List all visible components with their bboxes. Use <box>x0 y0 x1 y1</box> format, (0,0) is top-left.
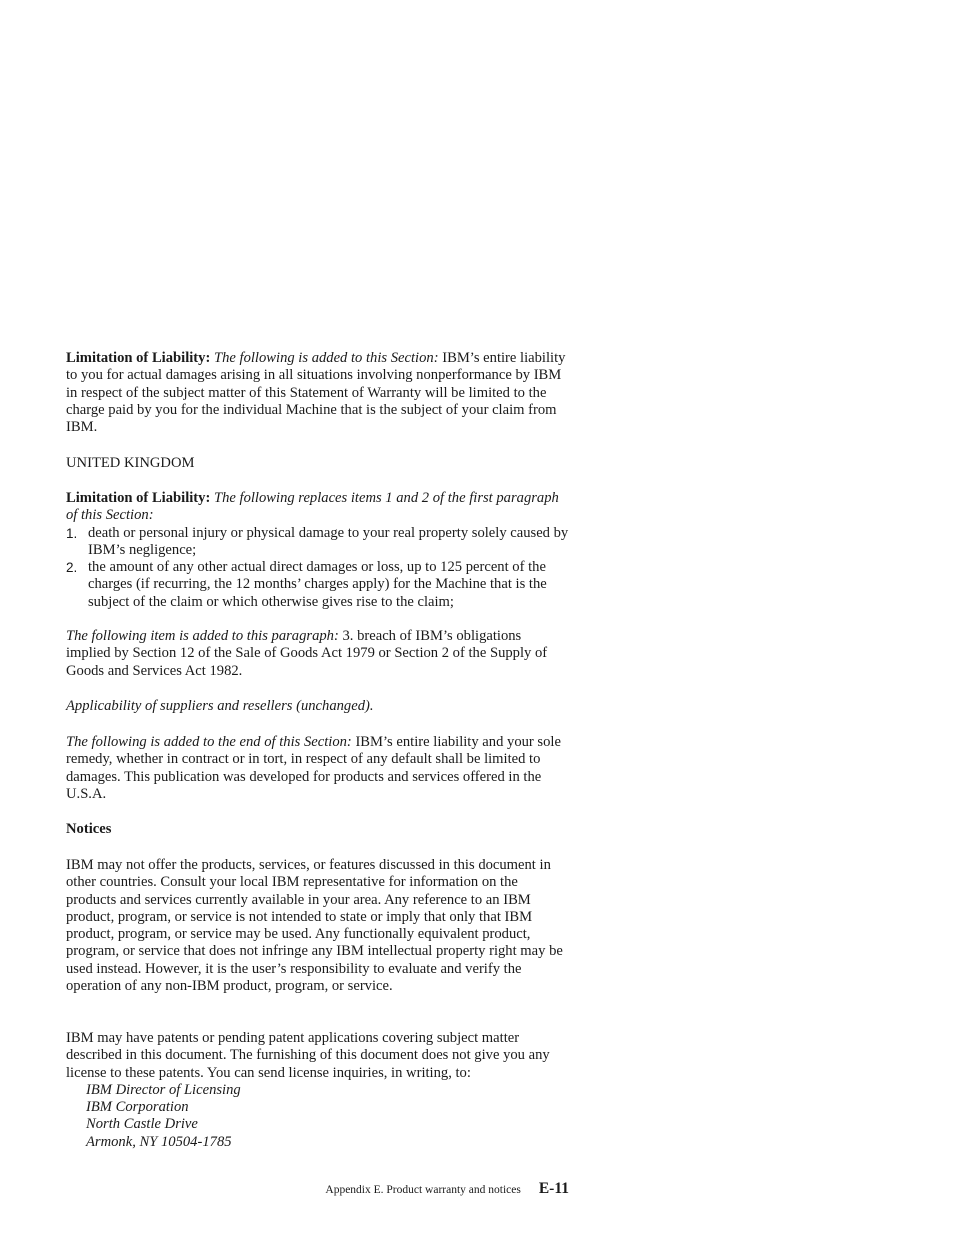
list-item <box>66 525 569 560</box>
added-item-lead: The following item is added to this paragraph: <box>66 628 339 644</box>
address-line: Armonk, NY 10504-1785 <box>86 1133 232 1150</box>
license-inquiry-text: IBM may have patents or pending patent applications covering subject matter described in this document. The furnishing of this document does not give you any license to these patents. You can send license inquiries, in writing, to: <box>66 1030 550 1081</box>
notices-heading: Notices <box>66 821 112 837</box>
liability-paragraph-previous <box>66 350 569 436</box>
added-item-text: 3. breach of IBM’s obligations implied by Section 12 of the Sale of Goods Act 1979 or Section 2 of the Supply of Goods and Services Act 1982. <box>66 628 548 679</box>
address-line: IBM Director of Licensing <box>86 1081 241 1098</box>
liability-label: Limitation of Liability: <box>66 350 211 366</box>
list-item-number: 2. <box>66 560 78 576</box>
uk-liability-lead: The following replaces items 1 and 2 of the first paragraph of this Section: <box>66 490 559 524</box>
uk-liability-label: Limitation of Liability: <box>66 490 211 506</box>
footer-section-title: Appendix E. Product warranty and notices <box>325 1184 521 1196</box>
end-of-section-lead: The following is added to the end of this Section: <box>66 734 352 750</box>
notices-paragraph-1: IBM may not offer the products, services, or features discussed in this document in other countries. Consult your local IBM representative for information on the products and services currently available in your area. Any reference to an IBM product, program, or service is not intended to state or imply that only that IBM product, program, or service may be used. Any functionally equivalent product, program, or service that does not infringe any IBM intellectual property right may be used instead. However, it is the user’s responsibility to evaluate and verify the operation of any non-IBM product, program, or service. <box>66 857 563 995</box>
country-heading: UNITED KINGDOM <box>66 455 195 471</box>
list-item-text: the amount of any other actual direct damages or loss, up to 125 percent of the charges (if recurring, the 12 months’ charges apply) for the Machine that is the subject of the claim or which otherwise gives rise to the claim; <box>88 559 547 610</box>
uk-liability-section <box>66 490 569 611</box>
page-footer <box>325 1180 569 1198</box>
notices-paragraph-2 <box>66 1030 569 1151</box>
liability-lead: The following is added to this Section: <box>213 350 439 366</box>
uk-liability-list <box>66 525 569 611</box>
applicability-note: Applicability of suppliers and resellers (unchanged). <box>66 698 374 714</box>
address-line: North Castle Drive <box>86 1116 198 1133</box>
page-number: E-11 <box>538 1180 569 1197</box>
liability-text: IBM’s entire liability to you for actual damages arising in all situations involving nonperformance by IBM in respect of the subject matter of this Statement of Warranty will be limited to the charge paid by you for the individual Machine that is the subject of your claim from IBM. <box>66 350 566 436</box>
end-of-section-paragraph <box>66 734 569 803</box>
address-line: IBM Corporation <box>86 1099 189 1116</box>
list-item-number: 1. <box>66 525 78 541</box>
uk-liability-intro <box>66 490 569 525</box>
end-of-section-text: IBM’s entire liability and your sole remedy, whether in contract or in tort, in respect of any default shall be limited to damages. This publication was developed for products and services offered in the U.S.A. <box>66 734 561 802</box>
licensing-address <box>66 1082 569 1151</box>
list-item-text: death or personal injury or physical damage to your real property solely caused by IBM’s negligence; <box>88 524 569 558</box>
added-item-paragraph <box>66 628 569 680</box>
list-item <box>66 559 569 611</box>
